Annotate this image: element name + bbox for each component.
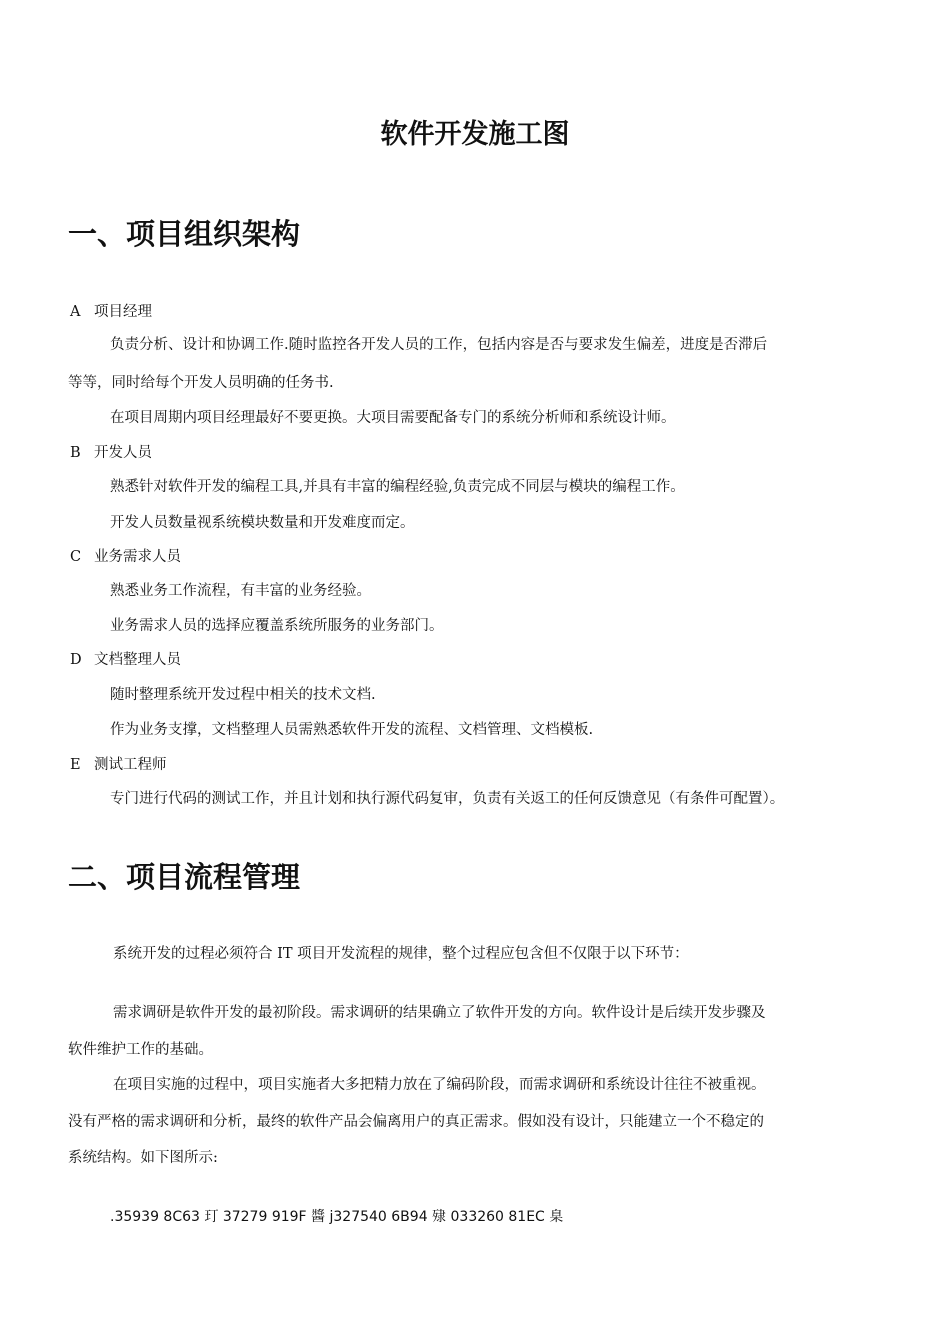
garbled-text-line: .35939 8C63 玎 37279 919F 醬 j327540 6B94 殔 033260 81EC 臬 (110, 1209, 564, 1225)
role-letter: D (70, 652, 82, 668)
paragraph-line: 作为业务支撑，文档整理人员需熟悉软件开发的流程、文档管理、文档模板. (110, 722, 594, 738)
paragraph-line: 业务需求人员的选择应覆盖系统所服务的业务部门。 (110, 618, 444, 634)
section-heading-1: 一、项目组织架构 (68, 217, 301, 251)
paragraph-line: 软件维护工作的基础。 (68, 1042, 213, 1058)
role-name: 业务需求人员 (94, 549, 181, 565)
paragraph-line: 在项目实施的过程中，项目实施者大多把精力放在了编码阶段，而需求调研和系统设计往往不被重视。 (113, 1077, 766, 1093)
role-heading-b (70, 441, 152, 462)
role-heading-e (70, 753, 167, 774)
paragraph-line: 等等，同时给每个开发人员明确的任务书. (68, 375, 334, 391)
role-name: 测试工程师 (94, 757, 167, 773)
role-heading-a (70, 300, 152, 321)
paragraph-line: 熟悉针对软件开发的编程工具,并具有丰富的编程经验,负责完成不同层与模块的编程工作。 (110, 479, 685, 495)
role-letter: B (70, 445, 81, 461)
paragraph-line: 随时整理系统开发过程中相关的技术文档. (110, 687, 376, 703)
paragraph-line: 熟悉业务工作流程，有丰富的业务经验。 (110, 583, 371, 599)
paragraph-line: 需求调研是软件开发的最初阶段。需求调研的结果确立了软件开发的方向。软件设计是后续开发步骤及 (113, 1005, 766, 1021)
role-letter: C (70, 549, 82, 565)
role-heading-d (70, 648, 181, 669)
role-name: 开发人员 (94, 445, 152, 461)
document-title: 软件开发施工图 (380, 119, 570, 150)
role-name: 文档整理人员 (94, 652, 181, 668)
paragraph-line: 开发人员数量视系统模块数量和开发难度而定。 (110, 515, 415, 531)
paragraph-line: 负责分析、设计和协调工作.随时监控各开发人员的工作，包括内容是否与要求发生偏差，进度是否滞后 (110, 337, 768, 353)
role-heading-c (70, 545, 181, 566)
role-name: 项目经理 (94, 304, 152, 320)
paragraph-line: 系统结构。如下图所示: (68, 1150, 218, 1166)
role-letter: E (70, 757, 81, 773)
section-heading-2: 二、项目流程管理 (68, 860, 301, 894)
paragraph-line: 专门进行代码的测试工作，并且计划和执行源代码复审，负责有关返工的任何反馈意见（有条件可配置）。 (110, 791, 785, 807)
section-intro: 系统开发的过程必须符合 IT 项目开发流程的规律，整个过程应包含但不仅限于以下环节： (113, 946, 689, 962)
role-letter: A (70, 304, 81, 320)
paragraph-line: 没有严格的需求调研和分析，最终的软件产品会偏离用户的真正需求。假如没有设计，只能建立一个不稳定的 (68, 1114, 764, 1130)
paragraph-line: 在项目周期内项目经理最好不要更换。大项目需要配备专门的系统分析师和系统设计师。 (110, 410, 676, 426)
